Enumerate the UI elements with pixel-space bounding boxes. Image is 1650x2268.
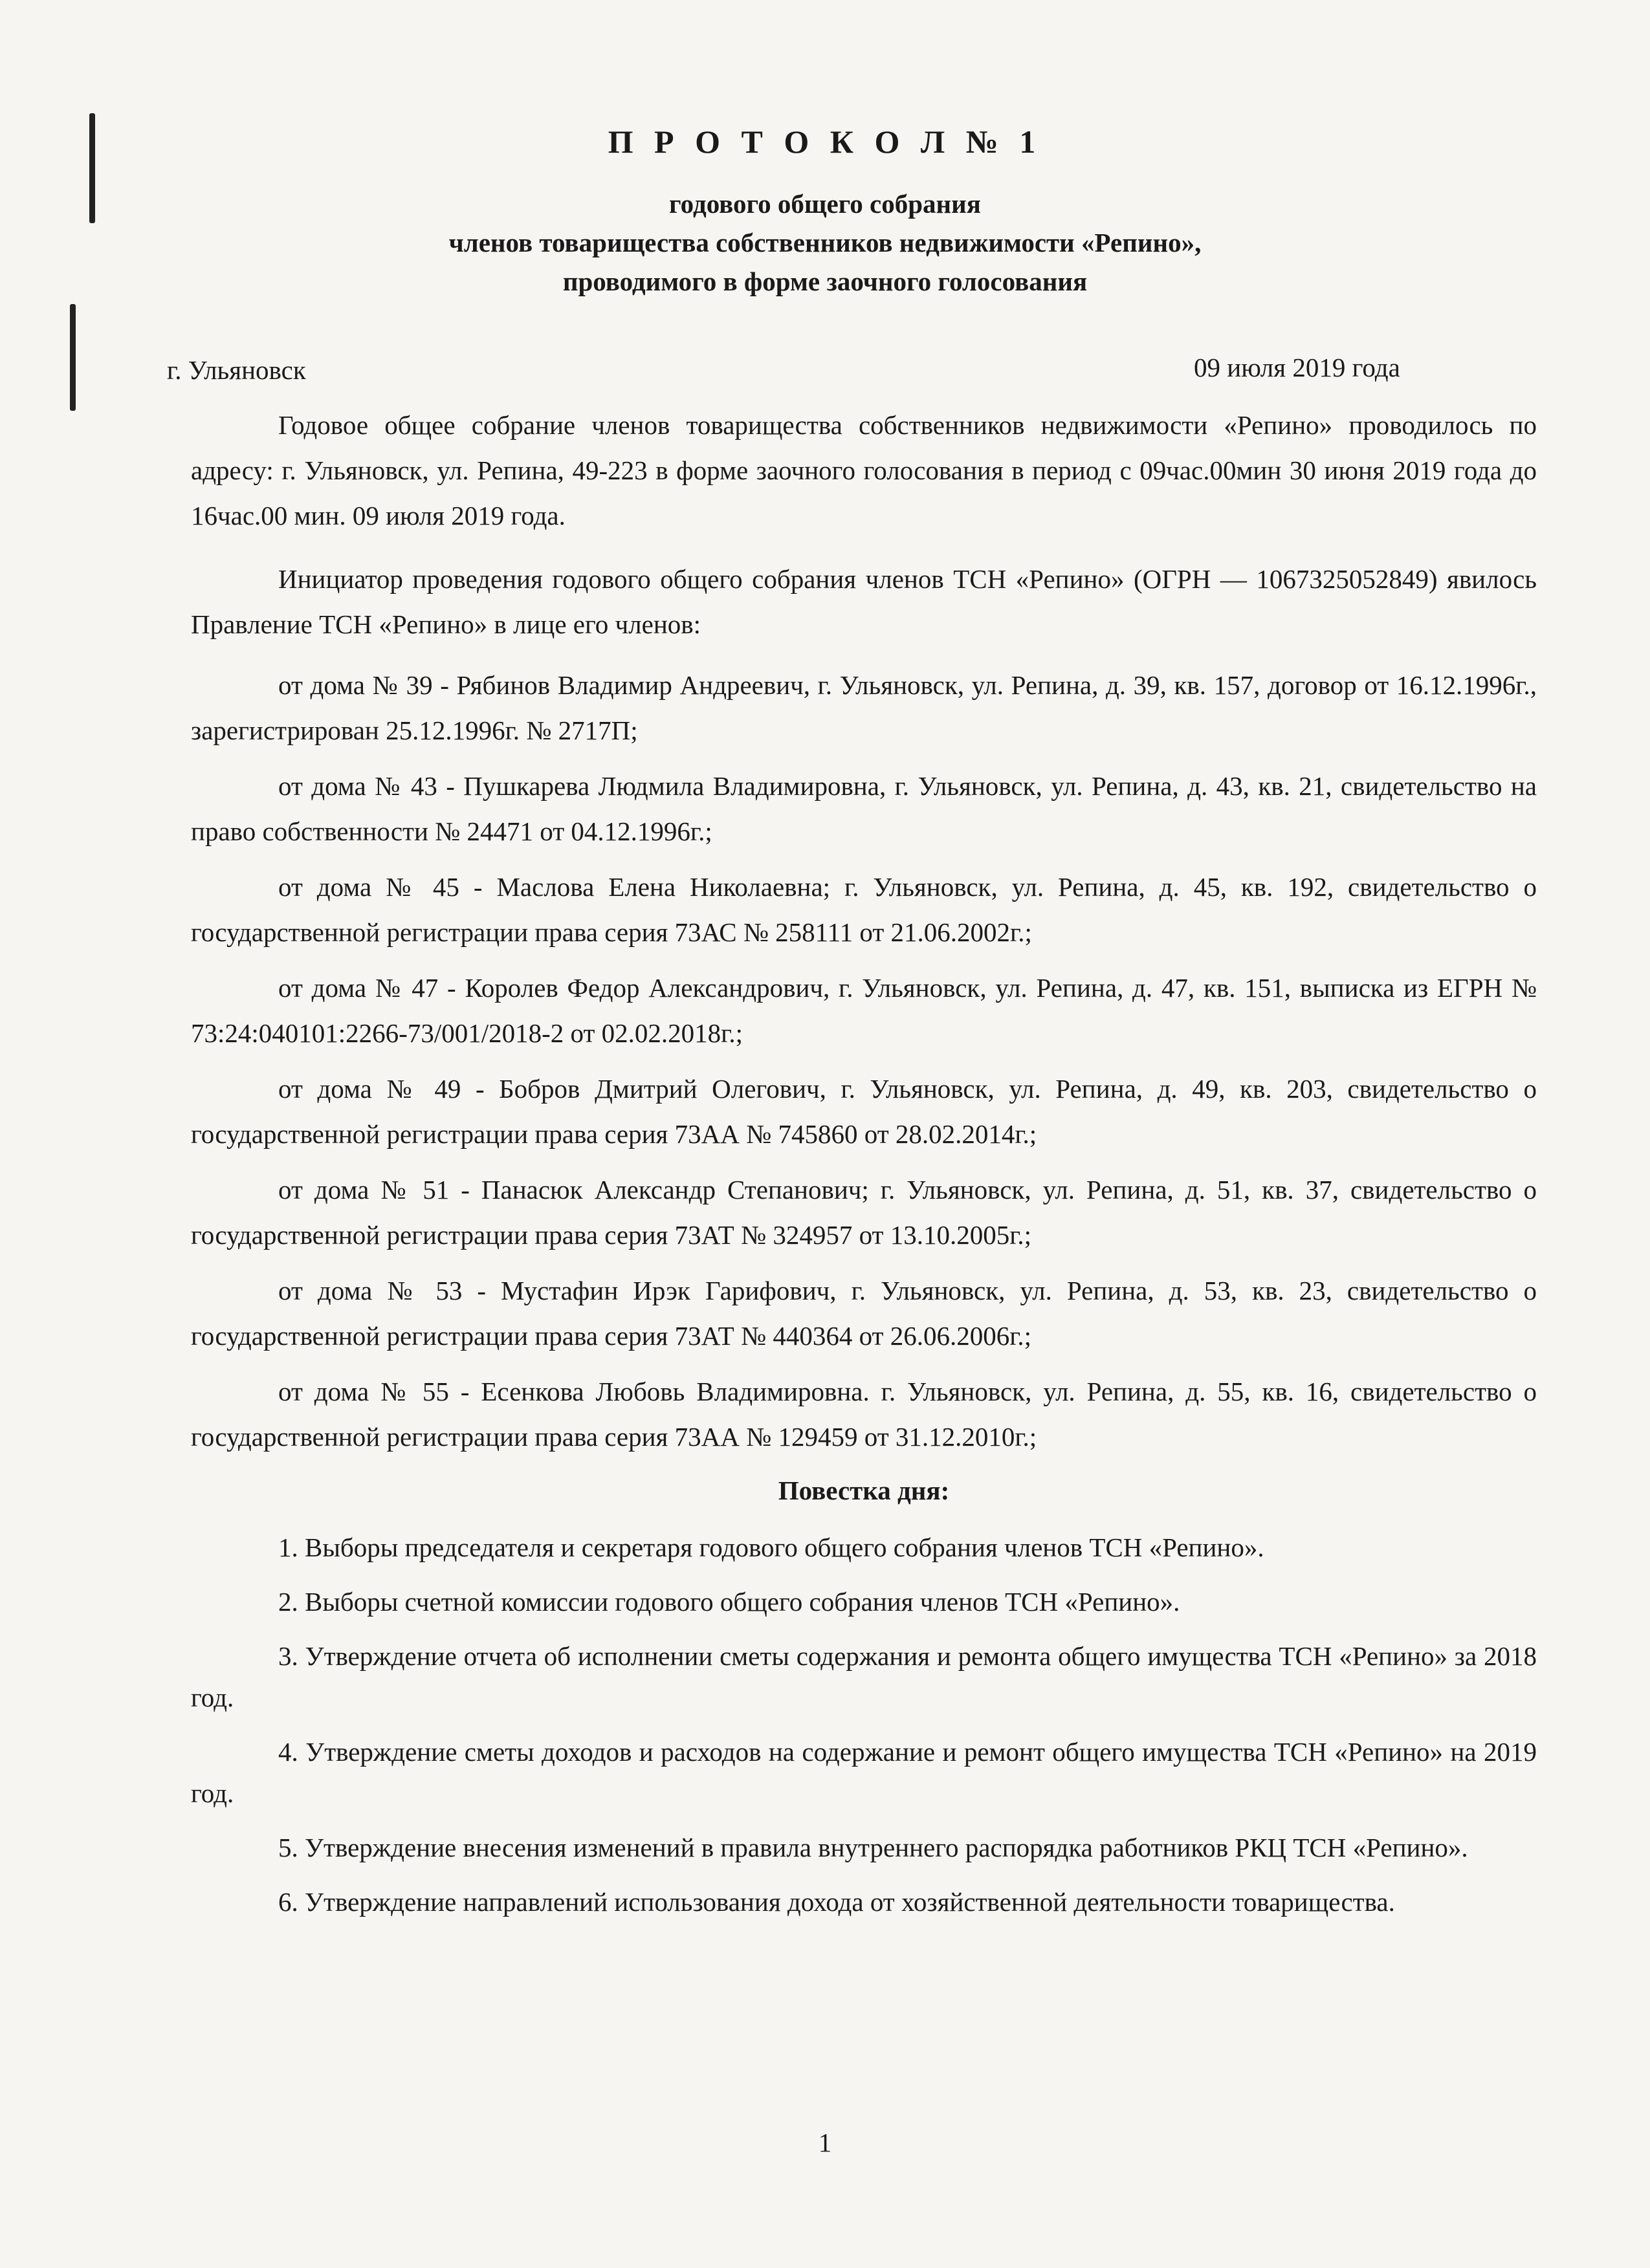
agenda-item: 5. Утверждение внесения изменений в правила внутреннего распорядка работников РКЦ ТСН «Репино». [278,1833,1468,1862]
board-member-entry: от дома № 51 - Панасюк Александр Степанович; г. Ульяновск, ул. Репина, д. 51, кв. 37, свидетельство о государственной регистрации права серия 73АТ № 324957 от 13.10.2005г.; [191,1175,1537,1250]
document-title: П Р О Т О К О Л № 1 [608,124,1042,160]
agenda-title: Повестка дня: [778,1476,950,1505]
binder-hole-mark [70,304,76,411]
board-member-entry: от дома № 47 - Королев Федор Александрович, г. Ульяновск, ул. Репина, д. 47, кв. 151, выписка из ЕГРН № 73:24:040101:2266-73/001/2018-2 от 02.02.2018г.; [191,973,1537,1048]
board-member-entry: от дома № 45 - Маслова Елена Николаевна; г. Ульяновск, ул. Репина, д. 45, кв. 192, свидетельство о государственной регистрации права серия 73АС № 258111 от 21.06.2002г.; [191,872,1537,947]
initiator-paragraph: Инициатор проведения годового общего собрания членов ТСН «Репино» (ОГРН — 1067325052849) явилось Правление ТСН «Репино» в лице его членов: [191,564,1537,639]
document-subtitle [0,184,1650,301]
board-member-entry: от дома № 53 - Мустафин Ирэк Гарифович, г. Ульяновск, ул. Репина, д. 53, кв. 23, свидетельство о государственной регистрации права серия 73АТ № 440364 от 26.06.2006г.; [191,1276,1537,1351]
agenda-item: 1. Выборы председателя и секретаря годового общего собрания членов ТСН «Репино». [278,1532,1264,1562]
intro-paragraph: Годовое общее собрание членов товарищества собственников недвижимости «Репино» проводилось по адресу: г. Ульяновск, ул. Репина, 49-223 в форме заочного голосования в период с 09час.00мин 30 июня 2019 года до 16час.00 мин. 09 июля 2019 года. [191,410,1537,530]
document-date: 09 июля 2019 года [1194,353,1400,382]
subtitle-line: годового общего собрания [669,189,981,219]
city-label: г. Ульяновск [167,355,306,385]
agenda-item: 2. Выборы счетной комиссии годового общего собрания членов ТСН «Репино». [278,1587,1180,1617]
agenda-item: 3. Утверждение отчета об исполнении сметы содержания и ремонта общего имущества ТСН «Репино» за 2018 год. [191,1641,1537,1712]
agenda-section [191,1470,1537,1923]
document-body [191,402,1537,1935]
board-member-entry: от дома № 49 - Бобров Дмитрий Олегович, г. Ульяновск, ул. Репина, д. 49, кв. 203, свидетельство о государственной регистрации права серия 73АА № 745860 от 28.02.2014г.; [191,1074,1537,1149]
subtitle-line: членов товарищества собственников недвижимости «Репино», [448,228,1202,257]
agenda-item: 6. Утверждение направлений использования дохода от хозяйственной деятельности товарищества. [278,1887,1395,1917]
agenda-item: 4. Утверждение сметы доходов и расходов на содержание и ремонт общего имущества ТСН «Репино» на 2019 год. [191,1737,1537,1808]
board-member-entry: от дома № 55 - Есенкова Любовь Владимировна. г. Ульяновск, ул. Репина, д. 55, кв. 16, свидетельство о государственной регистрации права серия 73АА № 129459 от 31.12.2010г.; [191,1377,1537,1452]
board-member-entry: от дома № 39 - Рябинов Владимир Андреевич, г. Ульяновск, ул. Репина, д. 39, кв. 157, договор от 16.12.1996г., зарегистрирован 25.12.1996г. № 2717П; [191,670,1537,745]
board-member-entry: от дома № 43 - Пушкарева Людмила Владимировна, г. Ульяновск, ул. Репина, д. 43, кв. 21, свидетельство на право собственности № 24471 от 04.12.1996г.; [191,771,1537,846]
page-number: 1 [818,2128,832,2157]
subtitle-line: проводимого в форме заочного голосования [562,267,1088,296]
